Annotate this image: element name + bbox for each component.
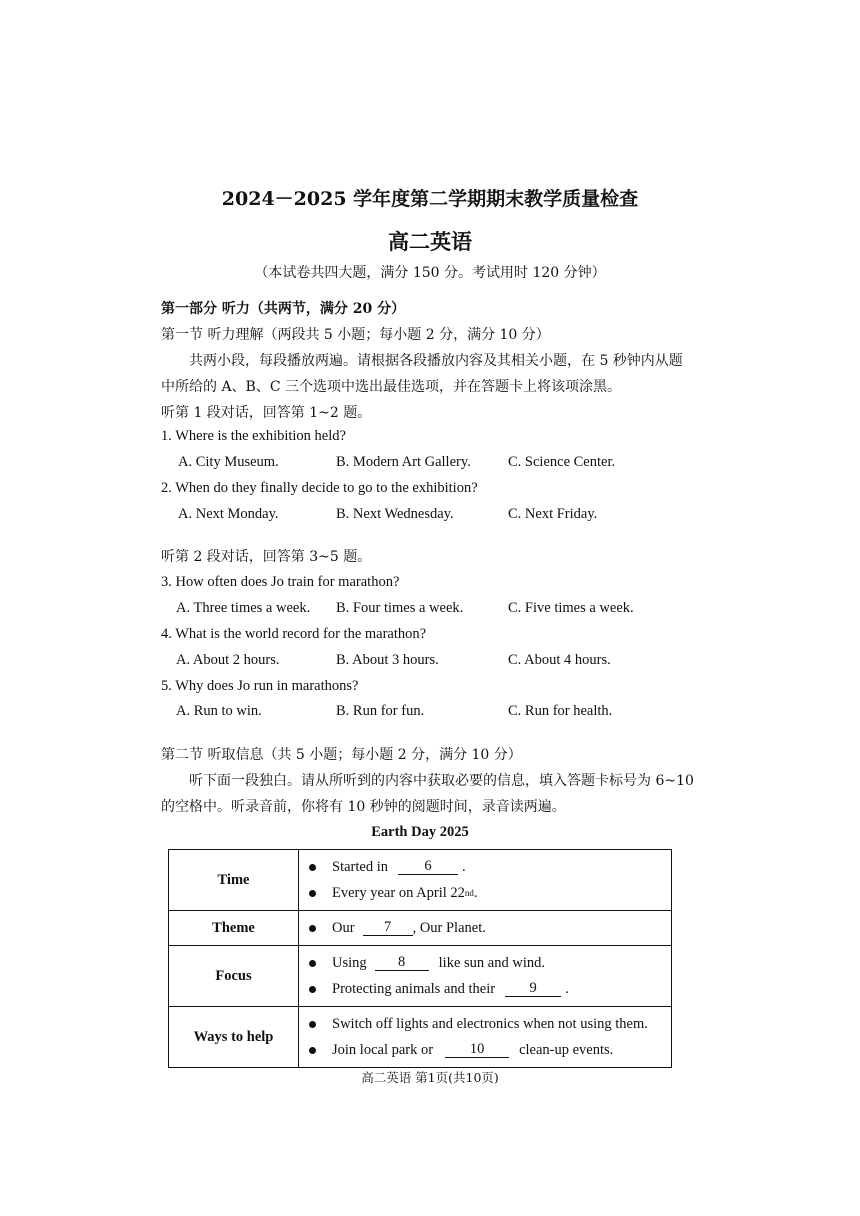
row-items <box>299 946 672 1007</box>
question-2: 2. When do they finally decide to go to the exhibition? <box>161 480 478 496</box>
item-text-end: clean-up events. <box>519 1041 614 1058</box>
section1-heading: 第一节 听力理解（两段共 5 小题；每小题 2 分，满分 10 分） <box>161 327 550 343</box>
bullet-icon <box>309 925 316 932</box>
exam-title: 2024－2025 学年度第二学期期末教学质量检查 <box>221 188 639 210</box>
question-1: 1. Where is the exhibition held? <box>161 428 346 444</box>
bullet-icon <box>309 960 316 967</box>
item-text: Every year on April 22 <box>332 884 465 901</box>
row-items <box>299 911 672 946</box>
section2-instruction-line1: 听下面一段独白。请从所听到的内容中获取必要的信息，填入答题卡标号为 6~10 <box>189 773 694 789</box>
row-label-ways-to-help: Ways to help <box>169 1007 299 1068</box>
q2-option-a: A. Next Monday. <box>178 506 279 522</box>
ordinal-suffix: nd <box>464 888 474 898</box>
q3-option-c: C. Five times a week. <box>508 600 634 616</box>
q5-option-b: B. Run for fun. <box>336 703 425 719</box>
item-text-end: , Our Planet. <box>412 919 486 936</box>
row-items <box>299 850 672 911</box>
item-text-end: . <box>565 980 569 997</box>
question-3: 3. How often does Jo train for marathon? <box>161 574 400 590</box>
part1-heading: 第一部分 听力（共两节，满分 20 分） <box>161 301 406 317</box>
section1-instruction-line2: 中所给的 A、B、C 三个选项中选出最佳选项，并在答题卡上将该项涂黑。 <box>161 379 622 395</box>
earth-day-table <box>168 849 672 1068</box>
blank-6: 6 <box>398 859 458 875</box>
row-items <box>299 1007 672 1068</box>
bullet-icon <box>309 890 316 897</box>
q1-option-a: A. City Museum. <box>178 454 279 470</box>
question-4: 4. What is the world record for the marathon? <box>161 626 427 642</box>
blank-9: 9 <box>505 981 561 997</box>
page-footer: 高二英语 第1页(共10页) <box>361 1070 499 1085</box>
exam-subject: 高二英语 <box>388 229 472 254</box>
q3-option-b: B. Four times a week. <box>336 600 464 616</box>
item-text-end: . <box>473 884 478 901</box>
table-row <box>169 946 672 1007</box>
q2-option-b: B. Next Wednesday. <box>336 506 454 522</box>
table-row <box>169 850 672 911</box>
question-5: 5. Why does Jo run in marathons? <box>161 678 359 694</box>
list-item <box>309 915 671 941</box>
item-text-end: like sun and wind. <box>438 954 545 971</box>
list-item <box>309 950 671 976</box>
dialog1-prompt: 听第 1 段对话，回答第 1~2 题。 <box>161 405 372 421</box>
table-row <box>169 1007 672 1068</box>
item-text: Started in <box>332 858 388 875</box>
q3-option-a: A. Three times a week. <box>176 600 311 616</box>
bullet-icon <box>309 864 316 871</box>
row-label-theme: Theme <box>169 911 299 946</box>
blank-7: 7 <box>363 920 413 936</box>
table-title: Earth Day 2025 <box>371 824 469 840</box>
q4-option-b: B. About 3 hours. <box>336 652 439 668</box>
list-item <box>309 976 671 1002</box>
list-item <box>309 1037 671 1063</box>
list-item <box>309 880 671 906</box>
list-item <box>309 1011 671 1037</box>
item-text: Protecting animals and their <box>332 980 496 997</box>
q4-option-a: A. About 2 hours. <box>176 652 280 668</box>
bullet-icon <box>309 986 316 993</box>
list-item <box>309 854 671 880</box>
row-label-focus: Focus <box>169 946 299 1007</box>
q5-option-c: C. Run for health. <box>508 703 613 719</box>
item-text: Our <box>332 919 355 936</box>
dialog2-prompt: 听第 2 段对话，回答第 3~5 题。 <box>161 549 372 565</box>
q4-option-c: C. About 4 hours. <box>508 652 611 668</box>
blank-8: 8 <box>375 955 429 971</box>
bullet-icon <box>309 1047 316 1054</box>
item-text: Join local park or <box>332 1041 434 1058</box>
blank-10: 10 <box>445 1042 509 1058</box>
row-label-time: Time <box>169 850 299 911</box>
section2-instruction-line2: 的空格中。听录音前，你将有 10 秒钟的阅题时间，录音读两遍。 <box>161 799 566 815</box>
item-text-end: . <box>461 858 466 875</box>
q2-option-c: C. Next Friday. <box>508 506 598 522</box>
table-row <box>169 911 672 946</box>
q5-option-a: A. Run to win. <box>176 703 262 719</box>
section2-heading: 第二节 听取信息（共 5 小题；每小题 2 分，满分 10 分） <box>161 747 522 763</box>
item-text: Using <box>332 954 367 971</box>
q1-option-c: C. Science Center. <box>508 454 616 470</box>
q1-option-b: B. Modern Art Gallery. <box>336 454 471 470</box>
bullet-icon <box>309 1021 316 1028</box>
item-text: Switch off lights and electronics when not using them. <box>332 1015 648 1032</box>
section1-instruction-line1: 共两小段，每段播放两遍。请根据各段播放内容及其相关小题，在 5 秒钟内从题 <box>189 353 683 369</box>
exam-note: （本试卷共四大题，满分 150 分。考试用时 120 分钟） <box>254 265 606 281</box>
